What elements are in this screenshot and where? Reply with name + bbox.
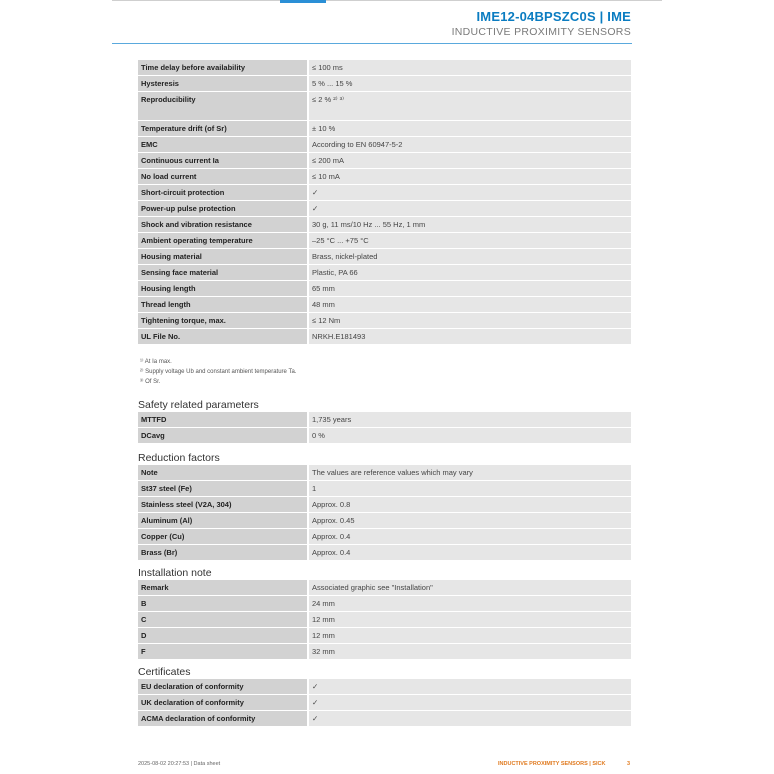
row-value: 30 g, 11 ms/10 Hz ... 55 Hz, 1 mm (309, 217, 631, 232)
table-row (138, 612, 631, 627)
table-row (138, 233, 631, 248)
row-value: 1,735 years (309, 412, 631, 427)
row-label: Temperature drift (of Sr) (138, 121, 309, 136)
certificates-table (138, 678, 631, 727)
row-value: 1 (309, 481, 631, 496)
table-row (138, 545, 631, 560)
footnote: ¹⁾ At Ia max. (140, 359, 172, 365)
row-value: 65 mm (309, 281, 631, 296)
row-label: Housing length (138, 281, 309, 296)
row-value: Approx. 0.8 (309, 497, 631, 512)
row-value: ≤ 12 Nm (309, 313, 631, 328)
row-value: 48 mm (309, 297, 631, 312)
row-label: Power-up pulse protection (138, 201, 309, 216)
row-value: According to EN 60947-5-2 (309, 137, 631, 152)
footnotes (140, 357, 296, 387)
row-label: No load current (138, 169, 309, 184)
table-row (138, 60, 631, 75)
table-row (138, 249, 631, 264)
installation-table (138, 579, 631, 660)
row-value: ± 10 % (309, 121, 631, 136)
header-divider (112, 43, 632, 44)
table-row (138, 297, 631, 312)
footnote: ³⁾ Of Sr. (140, 379, 161, 385)
table-row (138, 412, 631, 427)
row-label: Thread length (138, 297, 309, 312)
footer-date: 2025-08-02 20:27:53 | Data sheet (138, 761, 221, 767)
row-label: B (138, 596, 309, 611)
row-label: Continuous current Ia (138, 153, 309, 168)
row-value: ≤ 200 mA (309, 153, 631, 168)
row-label: MTTFD (138, 412, 309, 427)
row-value: 0 % (309, 428, 631, 443)
document-subtitle: INDUCTIVE PROXIMITY SENSORS (451, 26, 631, 38)
table-row (138, 169, 631, 184)
reduction-table (138, 464, 631, 561)
row-label: St37 steel (Fe) (138, 481, 309, 496)
table-row (138, 153, 631, 168)
row-value: Approx. 0.4 (309, 529, 631, 544)
row-label: Brass (Br) (138, 545, 309, 560)
table-row (138, 92, 631, 120)
row-value: The values are reference values which may vary (309, 465, 631, 480)
row-value: ✓ (309, 711, 631, 726)
table-row (138, 711, 631, 726)
row-value: –25 °C ... +75 °C (309, 233, 631, 248)
reduction-section-title: Reduction factors (138, 452, 220, 464)
row-label: EU declaration of conformity (138, 679, 309, 694)
row-value: 12 mm (309, 612, 631, 627)
table-row (138, 628, 631, 643)
row-value: ✓ (309, 679, 631, 694)
row-label: Sensing face material (138, 265, 309, 280)
row-value: ≤ 100 ms (309, 60, 631, 75)
table-row (138, 497, 631, 512)
row-label: ACMA declaration of conformity (138, 711, 309, 726)
document-title: IME12-04BPSZC0S | IME (476, 9, 631, 24)
table-row (138, 513, 631, 528)
row-label: Hysteresis (138, 76, 309, 91)
row-label: Shock and vibration resistance (138, 217, 309, 232)
row-label: Tightening torque, max. (138, 313, 309, 328)
table-row (138, 695, 631, 710)
table-row (138, 185, 631, 200)
table-row (138, 580, 631, 595)
table-row (138, 428, 631, 443)
safety-section-title: Safety related parameters (138, 399, 259, 411)
row-value: NRKH.E181493 (309, 329, 631, 344)
table-row (138, 679, 631, 694)
table-row (138, 281, 631, 296)
top-rule (112, 0, 662, 1)
row-label: Stainless steel (V2A, 304) (138, 497, 309, 512)
row-label: Ambient operating temperature (138, 233, 309, 248)
row-label: UK declaration of conformity (138, 695, 309, 710)
table-row (138, 313, 631, 328)
row-label: F (138, 644, 309, 659)
installation-section-title: Installation note (138, 567, 212, 579)
row-label: UL File No. (138, 329, 309, 344)
table-row (138, 121, 631, 136)
table-row (138, 76, 631, 91)
row-label: Short-circuit protection (138, 185, 309, 200)
row-label: Time delay before availability (138, 60, 309, 75)
row-value: Associated graphic see "Installation" (309, 580, 631, 595)
table-row (138, 596, 631, 611)
row-value: Plastic, PA 66 (309, 265, 631, 280)
row-label: EMC (138, 137, 309, 152)
table-row (138, 481, 631, 496)
row-value: 24 mm (309, 596, 631, 611)
row-label: Reproducibility (138, 92, 309, 120)
row-value: ✓ (309, 185, 631, 200)
table-row (138, 644, 631, 659)
safety-table (138, 411, 631, 444)
row-value: 32 mm (309, 644, 631, 659)
row-value: Brass, nickel-plated (309, 249, 631, 264)
table-row (138, 529, 631, 544)
row-label: Housing material (138, 249, 309, 264)
table-row (138, 265, 631, 280)
row-label: Remark (138, 580, 309, 595)
row-value: 12 mm (309, 628, 631, 643)
row-label: Note (138, 465, 309, 480)
row-label: Copper (Cu) (138, 529, 309, 544)
row-value: Approx. 0.45 (309, 513, 631, 528)
row-value: ≤ 2 % ²⁾ ³⁾ (309, 92, 631, 120)
table-row (138, 217, 631, 232)
row-value: ≤ 10 mA (309, 169, 631, 184)
top-accent-bar (280, 0, 326, 3)
row-value: 5 % ... 15 % (309, 76, 631, 91)
row-value: Approx. 0.4 (309, 545, 631, 560)
table-row (138, 201, 631, 216)
specs-table (138, 59, 631, 345)
row-value: ✓ (309, 695, 631, 710)
page-number: 3 (627, 761, 631, 767)
row-label: D (138, 628, 309, 643)
row-label: DCavg (138, 428, 309, 443)
footnote: ²⁾ Supply voltage Ub and constant ambient temperature Ta. (140, 369, 297, 375)
table-row (138, 329, 631, 344)
table-row (138, 137, 631, 152)
row-label: C (138, 612, 309, 627)
footer-brand: INDUCTIVE PROXIMITY SENSORS | SICK (498, 761, 606, 767)
row-value: ✓ (309, 201, 631, 216)
row-label: Aluminum (Al) (138, 513, 309, 528)
table-row (138, 465, 631, 480)
certificates-section-title: Certificates (138, 666, 191, 678)
